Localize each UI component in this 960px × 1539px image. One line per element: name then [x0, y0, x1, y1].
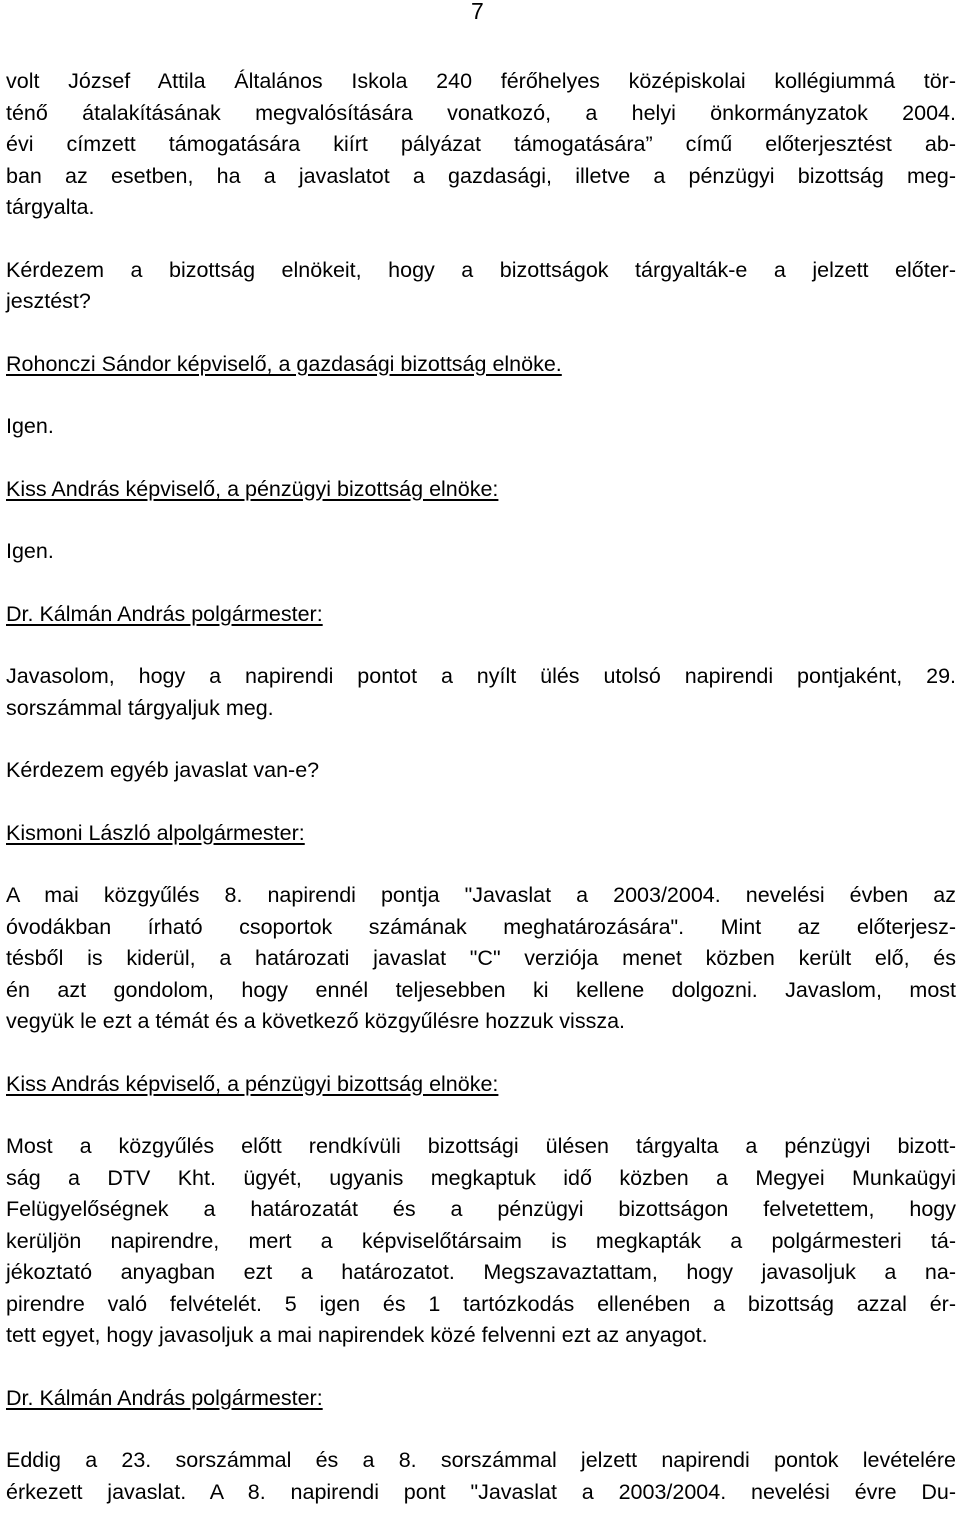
paragraph — [6, 255, 956, 318]
speaker-heading: Dr. Kálmán András polgármester: — [6, 601, 323, 626]
speaker-heading: Dr. Kálmán András polgármester: — [6, 1385, 323, 1410]
paragraph-line: ság a DTV Kht. ügyét, ugyanis megkaptuk idő közben a Megyei Munkaügyi — [6, 1165, 956, 1190]
paragraph — [6, 880, 956, 1038]
paragraph-line: vegyük le ezt a témát és a következő közgyűlésre hozzuk vissza. — [6, 1009, 626, 1033]
paragraph-line: kerüljön napirendre, mert a képviselőtársaim is megkapták a polgármesteri tá- — [6, 1228, 956, 1253]
paragraph-line: ténő átalakításának megvalósítására vonatkozó, a helyi önkormányzatok 2004. — [6, 100, 956, 125]
paragraph-line: jesztést? — [6, 289, 91, 313]
paragraph-line: Igen. — [6, 414, 54, 438]
paragraph-line: Kérdezem a bizottság elnökeit, hogy a bizottságok tárgyalták-e a jelzett előter- — [6, 257, 956, 282]
paragraph-line: évi címzett támogatására kiírt pályázat támogatására” című előterjesztést ab- — [6, 132, 956, 156]
document-body — [6, 66, 956, 1539]
speaker-heading: Kismoni László alpolgármester: — [6, 820, 305, 845]
paragraph — [6, 661, 956, 724]
paragraph-line: volt József Attila Általános Iskola 240 férőhelyes középiskolai kollégiummá tör- — [6, 69, 956, 93]
paragraph-line: óvodákban írható csoportok számának meghatározására". Mint az előterjesz- — [6, 914, 956, 939]
paragraph-line: Felügyelőségnek a határozatát és a pénzügyi bizottságon felvetettem, hogy — [6, 1197, 956, 1221]
paragraph-line: tett egyet, hogy javasoljuk a mai napirendek közé felvenni ezt az anyagot. — [6, 1323, 708, 1347]
paragraph-line: Most a közgyűlés előtt rendkívüli bizottsági ülésen tárgyalta a pénzügyi bizott- — [6, 1134, 956, 1158]
paragraph-line: érkezett javaslat. A 8. napirendi pont "Javaslat a 2003/2004. nevelési évre Du- — [6, 1479, 956, 1504]
paragraph-line: sorszámmal tárgyaljuk meg. — [6, 695, 274, 720]
paragraph-line: jékoztató anyagban ezt a határozatot. Megszavaztattam, hogy javasoljuk a na- — [6, 1260, 956, 1284]
paragraph-line: ban az esetben, ha a javaslatot a gazdasági, illetve a pénzügyi bizottság meg- — [6, 163, 956, 188]
speaker-heading: Kiss András képviselő, a pénzügyi bizottság elnöke: — [6, 476, 499, 501]
paragraph-line: Eddig a 23. sorszámmal és a 8. sorszámmal jelzett napirendi pontok levételére — [6, 1448, 956, 1472]
paragraph-line: tésből is kiderül, a határozati javaslat "C" verziója menet közben került elő, és — [6, 946, 956, 970]
paragraph-line: én azt gondolom, hogy ennél teljesebben ki kellene dolgozni. Javaslom, most — [6, 977, 956, 1002]
paragraph — [6, 411, 956, 443]
paragraph — [6, 536, 956, 568]
paragraph-line: tárgyalta. — [6, 195, 95, 219]
paragraph — [6, 66, 956, 224]
paragraph-line: Javasolom, hogy a napirendi pontot a nyílt ülés utolsó napirendi pontjaként, 29. — [6, 664, 956, 688]
paragraph — [6, 1445, 956, 1508]
paragraph-line: Kérdezem egyéb javaslat van-e? — [6, 758, 320, 782]
speaker-heading: Kiss András képviselő, a pénzügyi bizottság elnöke: — [6, 1071, 499, 1096]
paragraph-line: Igen. — [6, 539, 54, 563]
page-number: 7 — [471, 0, 484, 24]
paragraph-line: pirendre való felvételét. 5 igen és 1 tartózkodás ellenében a bizottság azzal ér- — [6, 1291, 956, 1316]
paragraph-line: A mai közgyűlés 8. napirendi pontja "Javaslat a 2003/2004. nevelési évben az — [6, 883, 956, 907]
speaker-heading: Rohonczi Sándor képviselő, a gazdasági bizottság elnöke. — [6, 351, 562, 376]
paragraph — [6, 1131, 956, 1352]
paragraph — [6, 755, 956, 787]
